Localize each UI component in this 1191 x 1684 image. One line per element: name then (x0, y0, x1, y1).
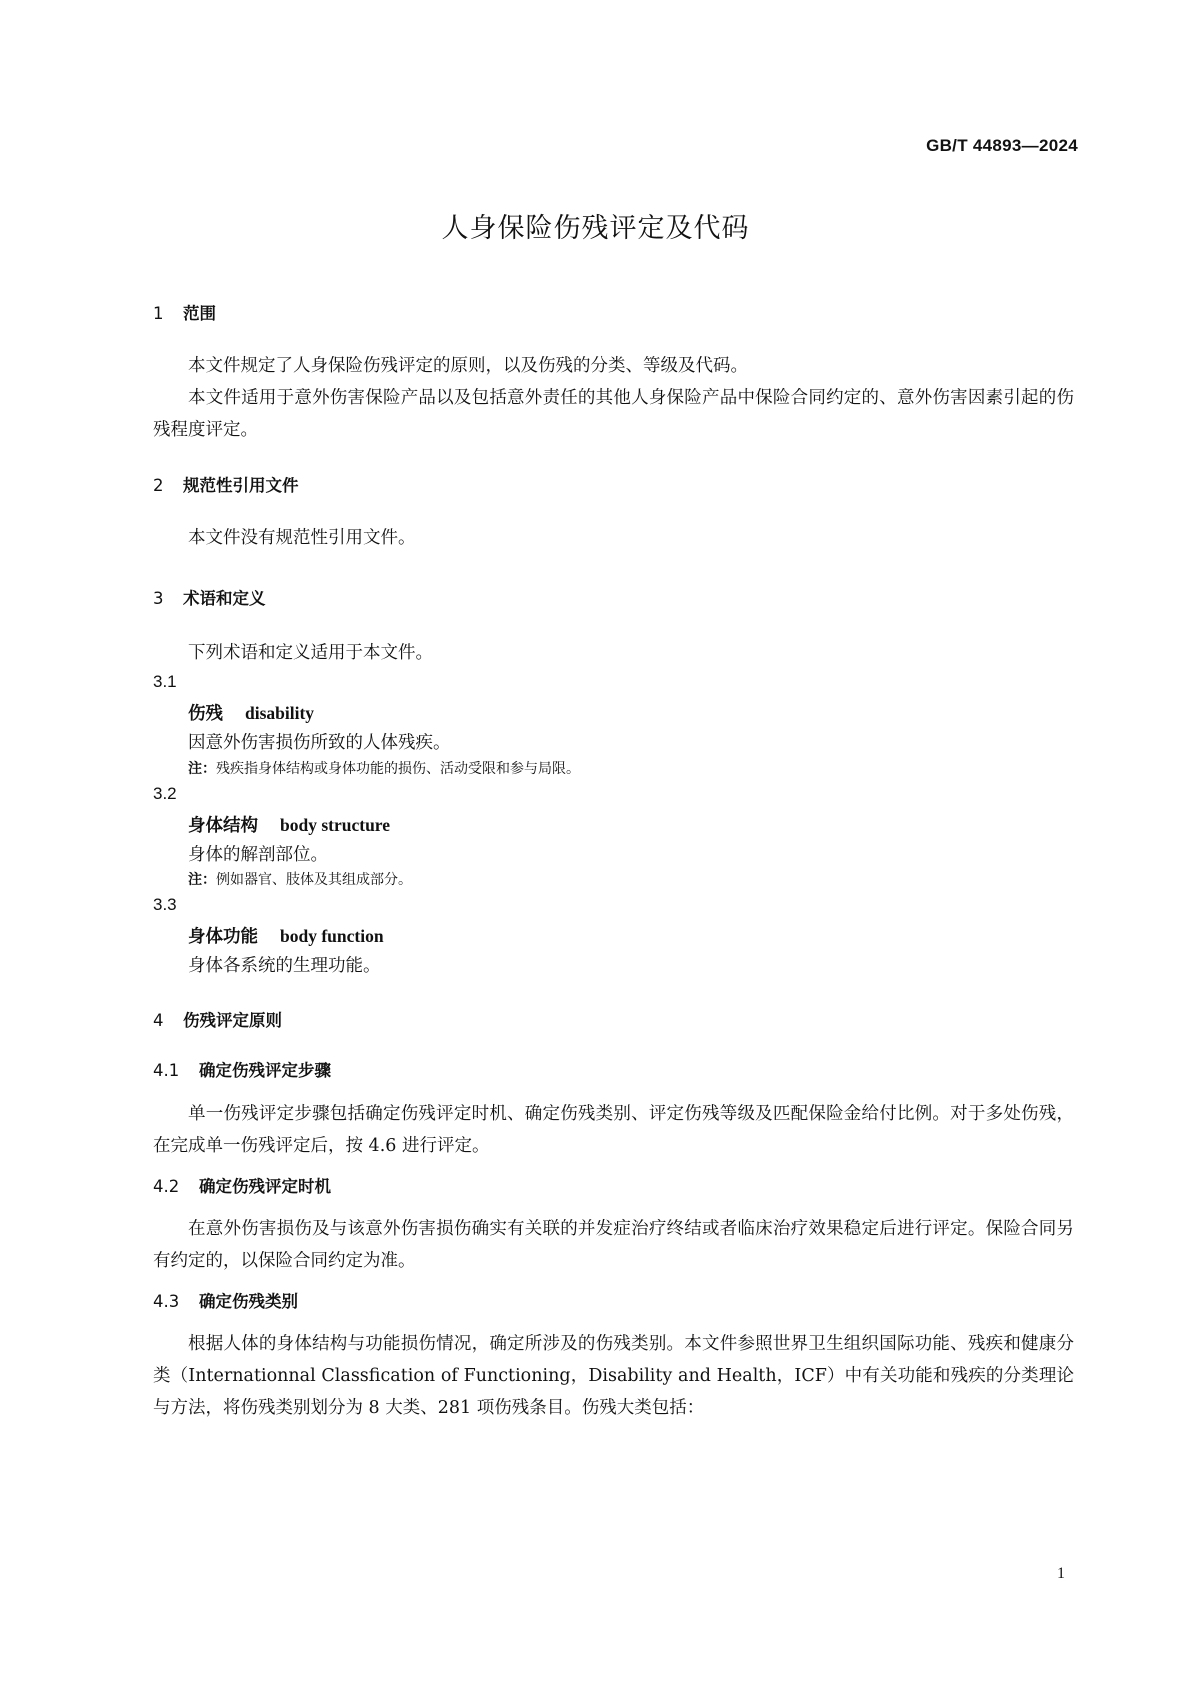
subsection-4-1-heading (153, 1057, 331, 1081)
section-number: 2 (153, 476, 164, 495)
section-title: 范围 (183, 304, 216, 323)
note-label: 注： (188, 872, 216, 888)
section-1-heading (153, 300, 216, 324)
subsection-number: 4.3 (153, 1292, 180, 1311)
term-number: 3.2 (153, 784, 177, 803)
term-definition: 身体各系统的生理功能。 (188, 956, 381, 976)
section-title: 规范性引用文件 (183, 476, 299, 495)
section-1-paragraph-2: 本文件适用于意外伤害保险产品以及包括意外责任的其他人身保险产品中保险合同约定的、意外伤害因素引起的伤残程度评定。 (153, 388, 1074, 440)
subsection-4-1-paragraph: 单一伤残评定步骤包括确定伤残评定时机、确定伤残类别、评定伤残等级及匹配保险金给付比例。对于多处伤残，在完成单一伤残评定后，按 4.6 进行评定。 (153, 1104, 1074, 1156)
term-zh: 身体结构 (188, 816, 258, 836)
standard-code: GB/T 44893—2024 (926, 136, 1078, 155)
term-heading (188, 700, 314, 725)
section-4-heading (153, 1007, 282, 1031)
term-en: disability (245, 703, 315, 723)
subsection-number: 4.1 (153, 1061, 180, 1080)
section-number: 4 (153, 1011, 164, 1030)
subsection-4-3-heading (153, 1288, 298, 1312)
term-number: 3.1 (153, 672, 177, 691)
subsection-title: 确定伤残类别 (199, 1292, 298, 1311)
note-text: 例如器官、肢体及其组成部分。 (216, 872, 412, 888)
subsection-title: 确定伤残评定时机 (199, 1177, 331, 1196)
term-heading (188, 812, 390, 837)
note-text: 残疾指身体结构或身体功能的损伤、活动受限和参与局限。 (216, 761, 580, 777)
subsection-title: 确定伤残评定步骤 (199, 1061, 331, 1080)
term-definition: 身体的解剖部位。 (188, 845, 328, 865)
section-title: 术语和定义 (183, 589, 266, 608)
term-zh: 身体功能 (188, 927, 258, 947)
subsection-4-3-paragraph: 根据人体的身体结构与功能损伤情况，确定所涉及的伤残类别。本文件参照世界卫生组织国际功能、残疾和健康分类（Internationnal Classfication of Functioning，Disability and Health，ICF）中有关功能和残疾的分类理论与方法，将伤残类别划分为 8 大类、281 项伤残条目。伤残大类包括： (153, 1334, 1074, 1418)
term-definition: 因意外伤害损伤所致的人体残疾。 (188, 733, 451, 753)
section-number: 3 (153, 589, 164, 608)
term-zh: 伤残 (188, 704, 223, 724)
term-note (188, 869, 412, 889)
term-number: 3.3 (153, 895, 177, 914)
section-number: 1 (153, 304, 164, 323)
section-3-intro: 下列术语和定义适用于本文件。 (188, 643, 433, 663)
term-heading (188, 923, 384, 948)
subsection-4-2-paragraph: 在意外伤害损伤及与该意外伤害损伤确实有关联的并发症治疗终结或者临床治疗效果稳定后进行评定。保险合同另有约定的，以保险合同约定为准。 (153, 1219, 1074, 1271)
term-note (188, 758, 580, 778)
section-2-paragraph: 本文件没有规范性引用文件。 (188, 528, 416, 548)
section-2-heading (153, 472, 299, 496)
section-3-heading (153, 585, 266, 609)
section-1-paragraph-1: 本文件规定了人身保险伤残评定的原则，以及伤残的分类、等级及代码。 (188, 356, 748, 376)
term-en: body function (280, 926, 384, 946)
subsection-4-2-heading (153, 1173, 331, 1197)
section-title: 伤残评定原则 (183, 1011, 282, 1030)
subsection-number: 4.2 (153, 1177, 180, 1196)
page-number: 1 (1057, 1565, 1065, 1582)
note-label: 注： (188, 761, 216, 777)
document-title: 人身保险伤残评定及代码 (441, 213, 750, 244)
term-en: body structure (280, 815, 391, 835)
